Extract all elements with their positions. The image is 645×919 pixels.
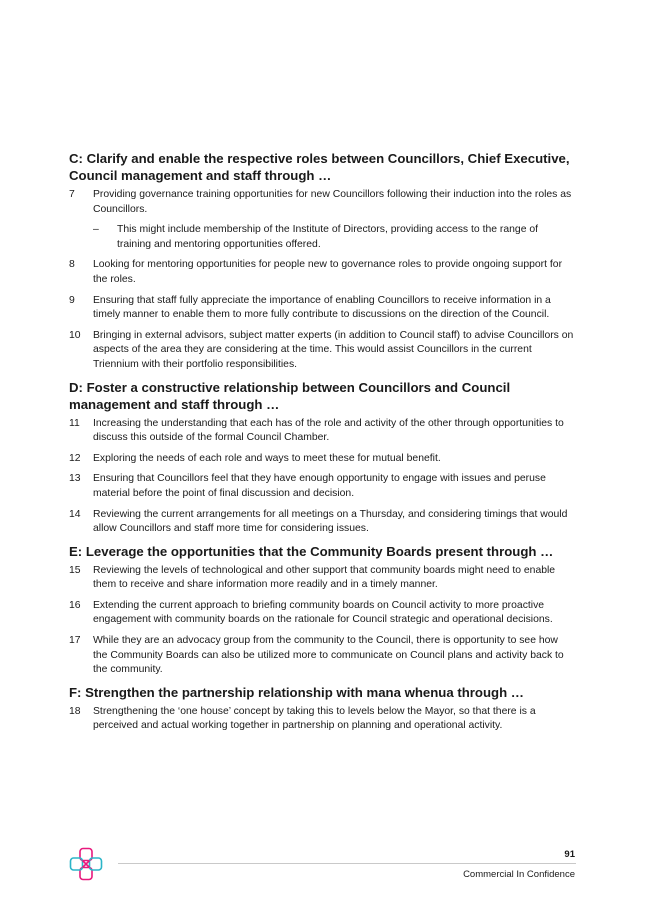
item-text: While they are an advocacy group from the community to the Council, there is opportunity to see how the Community Boards can also be utilized more to communicate on Council plans and activity back to the community. bbox=[93, 635, 564, 676]
list-item bbox=[69, 508, 574, 537]
section-f bbox=[69, 684, 574, 734]
section-heading: F: Strengthen the partnership relationship with mana whenua through … bbox=[69, 684, 524, 700]
section-heading: C: Clarify and enable the respective roles between Councillors, Chief Executive, Council management and staff through … bbox=[69, 151, 570, 183]
page-number: 91 bbox=[564, 849, 575, 860]
section-e bbox=[69, 543, 574, 678]
list-item bbox=[69, 452, 574, 467]
item-number: 8 bbox=[69, 259, 75, 271]
footer-divider bbox=[118, 863, 576, 864]
list-item bbox=[69, 705, 574, 734]
item-text: Extending the current approach to briefing community boards on Council activity to more proactive engagement with community boards on the rationale for Council strategic and operational decisions. bbox=[93, 599, 553, 626]
list-item bbox=[69, 564, 574, 593]
item-number: 9 bbox=[69, 294, 75, 306]
list-item bbox=[69, 329, 574, 373]
sub-item-dash: – bbox=[93, 224, 99, 236]
item-text: Ensuring that staff fully appreciate the importance of enabling Councillors to receive information in a timely manner to enable them to more fully contribute to discussions on the direction of the Council. bbox=[93, 294, 551, 321]
item-text: Bringing in external advisors, subject matter experts (in addition to Council staff) to advise Councillors on aspects of the area they are considering at the time. This would assist Councillors in the current Triennium with their portfolio responsibilities. bbox=[93, 329, 574, 370]
section-heading: D: Foster a constructive relationship between Councillors and Council management and staff through … bbox=[69, 379, 511, 412]
list-item bbox=[69, 294, 574, 323]
item-number: 15 bbox=[69, 564, 81, 576]
item-number: 13 bbox=[69, 473, 81, 485]
item-text: Exploring the needs of each role and ways to meet these for mutual benefit. bbox=[93, 452, 441, 464]
sub-list-item bbox=[93, 223, 574, 252]
section-heading: E: Leverage the opportunities that the Community Boards present through … bbox=[69, 543, 554, 559]
item-number: 12 bbox=[69, 452, 81, 464]
item-text: Strengthening the ‘one house’ concept by taking this to levels below the Mayor, so that there is a perceived and actual working together in partnership on planning and operational activity. bbox=[93, 705, 536, 732]
item-number: 7 bbox=[69, 189, 75, 200]
section-d bbox=[69, 379, 574, 537]
item-number: 17 bbox=[69, 635, 81, 647]
list-item bbox=[69, 188, 574, 217]
confidentiality-label: Commercial In Confidence bbox=[463, 869, 575, 880]
item-number: 11 bbox=[69, 417, 80, 429]
list-item bbox=[69, 472, 574, 501]
four-knot-logo-icon bbox=[69, 847, 103, 881]
item-text: Looking for mentoring opportunities for people new to governance roles to provide ongoing support for the roles. bbox=[93, 259, 563, 285]
section-c bbox=[69, 150, 574, 373]
item-text: Reviewing the current arrangements for all meetings on a Thursday, and considering timings that would allow Councillors and staff more time for considering issues. bbox=[93, 508, 568, 535]
item-number: 16 bbox=[69, 599, 81, 611]
sub-item-text: This might include membership of the Institute of Directors, providing access to the range of training and mentoring opportunities offered. bbox=[117, 224, 539, 250]
list-item bbox=[69, 634, 574, 678]
item-number: 18 bbox=[69, 705, 81, 717]
item-text: Reviewing the levels of technological and other support that community boards might need to enable them to receive and share information more readily and in a timely manner. bbox=[93, 564, 556, 591]
item-number: 10 bbox=[69, 329, 81, 341]
list-item bbox=[69, 258, 574, 287]
list-item bbox=[69, 599, 574, 628]
item-text: Providing governance training opportunities for new Councillors following their induction into the roles as Councillors. bbox=[93, 189, 572, 215]
item-text: Ensuring that Councillors feel that they have enough opportunity to engage with issues and peruse material before the point of final discussion and decision. bbox=[93, 473, 546, 499]
item-number: 14 bbox=[69, 508, 81, 520]
list-item bbox=[69, 417, 574, 446]
item-text: Increasing the understanding that each has of the role and activity of the other through opportunities to discuss this outside of the formal Council Chamber. bbox=[93, 417, 564, 444]
document-body bbox=[69, 150, 574, 740]
